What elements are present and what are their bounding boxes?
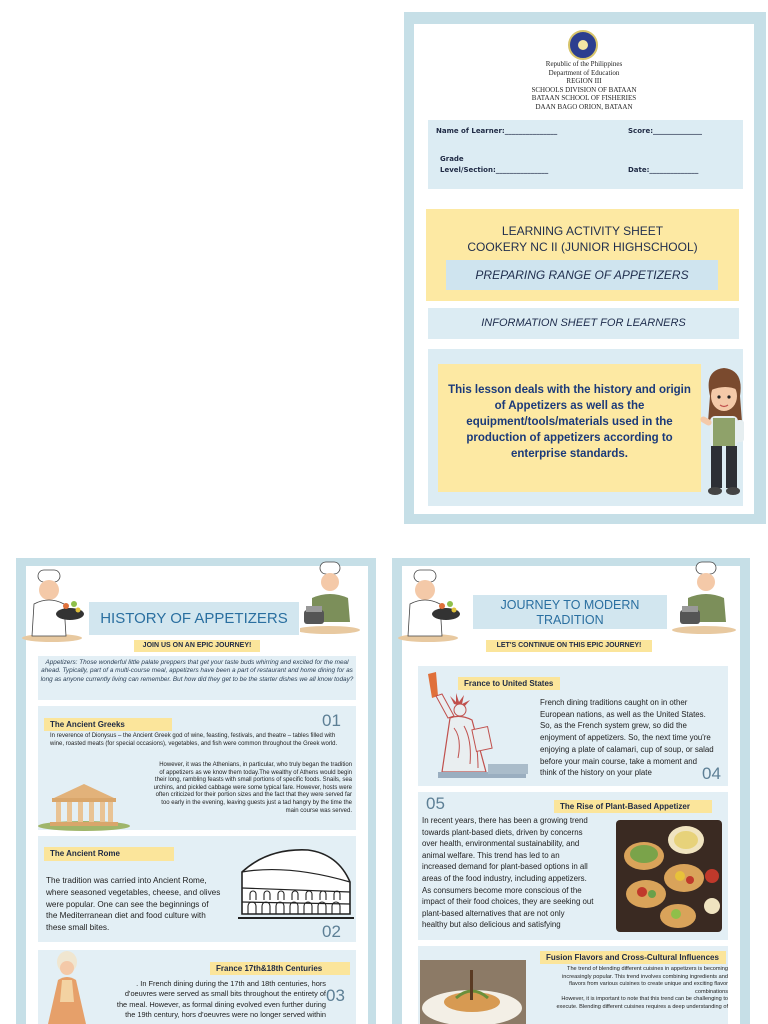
text-line: impact of their food choices, they are seeking out [422,897,594,907]
text-line: the 19th century, hors d'oeuvres were no longer served within [125,1010,326,1020]
journey-title-line1: JOURNEY TO MODERN [500,598,640,612]
text-line: However, it is important to note that this trend can be challenging to [561,996,728,1003]
plant-title: The Rise of Plant-Based Appetizer [554,800,712,813]
text-line: the meal. However, as formal dining evolved even further during [116,999,326,1009]
rome-number: 02 [322,922,341,941]
deped-seal-icon [568,30,598,60]
text-line: animal welfare. This trend has led to an [422,850,560,860]
rome-paragraph [46,875,242,934]
plant-number: 05 [426,794,445,813]
greek-temple-icon [36,780,132,832]
france-title: France 17th&18th Centuries [210,962,350,975]
text-line: flavors from various cuisines to create unique and exciting flavor [569,981,728,988]
text-line: The tradition was carried into Ancient Rome, [46,876,207,885]
history-tagline: JOIN US ON AN EPIC JOURNEY! [134,640,260,652]
info-sheet-heading: INFORMATION SHEET FOR LEARNERS [428,308,739,339]
text-line: the Mediterranean diet and food culture with [46,911,206,921]
plant-paragraph [422,815,618,931]
text-line: often criticized for their portion sizes and the fact that they were served far [155,792,352,799]
chef-left-icon [396,566,468,644]
history-title: HISTORY OF APPETIZERS [88,601,300,636]
text-line: However, it was the Athenians, in particular, who truly began the tradition [159,762,352,768]
agency-line: Republic of the Philippines [545,60,623,68]
text-line: So, as the French system grew, so did the [540,721,687,731]
text-line: increased demand for plant-based options in all [422,862,588,872]
text-line: think of the history on your plate [540,768,652,778]
text-line: main course was served. [285,807,352,814]
score-field[interactable]: Score:______________ [628,127,702,135]
las-title-line2: COOKERY NC II (JUNIOR HIGHSCHOOL) [467,240,698,254]
grade-level-section-field[interactable]: Level/Section:_______________ [440,166,549,174]
grade-label: Grade [440,155,464,163]
plant-appetizer-photo [616,820,722,932]
text-line: combinations [695,988,728,995]
france-paragraph [86,979,326,1021]
greeks-paragraph-2 [120,762,352,815]
text-line: plant-based alternatives that are not only [422,908,565,918]
greeks-title: The Ancient Greeks [44,718,172,731]
text-line: over health, environmental sustainability, and [422,839,580,849]
text-line: French dining traditions caught on in other [540,698,688,707]
lesson-subtitle: PREPARING RANGE OF APPETIZERS [446,260,718,290]
agency-line: Department of Education [548,68,620,77]
greeks-paragraph-1: In reverence of Dionysus – the Ancient Greek god of wine, feasting, festivals, and theatre – tables filled with wine, roasted meats (for special occasions), vegetables, and fish were common throughout the Greek world. [50,733,338,747]
girl-illustration [696,366,752,500]
chef-right-icon [668,560,738,636]
name-of-learner-field[interactable]: Name of Learner:_______________ [436,127,558,135]
text-line: . In French dining during the 17th and 18th centuries, hors [136,979,326,988]
las-title-line1: LEARNING ACTIVITY SHEET [501,224,664,238]
usa-number: 04 [702,764,721,783]
text-line: towards plant-based diets, driven by concerns [422,827,583,837]
colosseum-icon [238,842,354,924]
date-field[interactable]: Date:______________ [628,166,699,174]
text-line: execute. Blending different cuisines requires a deep understanding of [556,1003,728,1010]
history-intro: Appetizers: Those wonderful little palate preppers that get your taste buds whirring and excited for the meal ahead. Typically, part of a multi-course meal, appetizers have been a part of restaurant and home dining for as long as anyone currently living can remember. But how did they get to be the starter dishes we all know today? [40,659,354,683]
text-line: The trend of blending different cuisines in appetizers is becoming [567,966,728,972]
journey-title [472,594,668,630]
fusion-title: Fusion Flavors and Cross-Cultural Influences [540,951,726,964]
text-line: As consumers become more conscious of the [422,885,582,895]
greeks-number: 01 [322,711,341,730]
text-line: where seasoned vegetables, cheese, and olives [46,887,221,897]
agency-line: REGION III [566,77,602,86]
text-line: before your main course, take a moment and [540,756,698,766]
journey-title-line2: TRADITION [536,613,604,627]
agency-header [414,60,754,112]
text-line: European nations, as well as the United States. [540,709,706,719]
text-line: urchins, and pickled cabbage were some typical fare. However, hosts were [153,784,352,791]
usa-title: France to United States [458,677,560,690]
text-line: were popular. One can see the beginnings of [46,899,209,909]
statue-of-liberty-icon [414,668,528,782]
chef-right-icon [292,560,362,636]
france-number: 03 [326,986,345,1005]
fusion-dish-photo [420,960,526,1024]
text-line: of appetizers as we know them today.The wealthy of Athens would begin [159,769,352,776]
french-lady-icon [44,950,90,1024]
lesson-description: This lesson deals with the history and origin of Appetizers as well as the equipment/tools/materials used in the production of appetizers according to enterprise standards. [438,364,701,492]
text-line: enjoyment of appetizers. So, the next time you're [540,733,711,743]
chef-left-icon [20,566,92,644]
agency-line: BATAAN SCHOOL OF FISHERIES [531,94,637,103]
fusion-paragraph [526,966,728,1012]
text-line: In recent years, there has been a growing trend [422,816,588,825]
text-line: too early in the evening, leaving guests just a tad hangry by the time the [161,799,352,806]
agency-line: SCHOOLS DIVISION OF BATAAN [531,85,637,94]
text-line: increasingly popular. This trend involves combining ingredients and [562,973,728,980]
text-line: enjoying a plate of calamari, cup of soup, or salad [540,744,714,754]
text-line: their long, rambling feasts with small portions of specific foods. Snails, sea [154,777,352,784]
text-line: d'oeuvres were served as small bits throughout the entirety of [124,989,326,999]
text-line: healthy but also delicious and satisfying [422,920,561,930]
journey-tagline: LET'S CONTINUE ON THIS EPIC JOURNEY! [486,640,652,652]
las-title [426,223,739,255]
text-line: areas of the food industry, including appetizers. [422,873,587,883]
text-line: these small bites. [46,923,110,933]
rome-title: The Ancient Rome [44,847,174,861]
agency-line: DAAN BAGO ORION, BATAAN [535,102,633,111]
